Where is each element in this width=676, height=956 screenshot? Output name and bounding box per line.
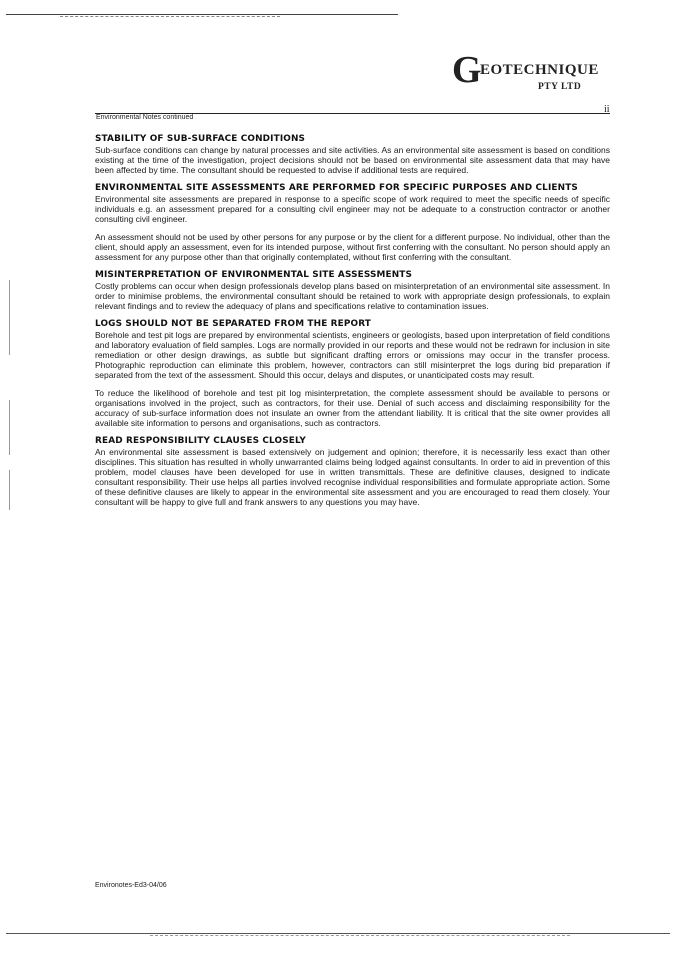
section-responsibility-clauses: [95, 436, 610, 507]
section-stability: [95, 134, 610, 175]
scan-edge-line: [60, 16, 280, 17]
margin-scan-mark: [9, 400, 10, 455]
margin-scan-mark: [9, 280, 10, 355]
section-heading: STABILITY OF SUB-SURFACE CONDITIONS: [95, 134, 306, 144]
section-heading: READ RESPONSIBILITY CLAUSES CLOSELY: [95, 436, 306, 446]
page-number: ii: [604, 104, 610, 115]
section-specific-purposes: [95, 183, 610, 262]
section-paragraph: An assessment should not be used by other persons for any purpose or by the client for a different purpose. No individual, other than the client, should apply an assessment, even for its intended purpose, without first conferring with the consultant. No person should apply an assessment for any purpose other than that originally contemplated, without first conferring with the consultant.: [95, 232, 610, 262]
section-logs: [95, 319, 610, 428]
logo-subtitle: PTY LTD: [538, 82, 582, 92]
section-heading: ENVIRONMENTAL SITE ASSESSMENTS ARE PERFORMED FOR SPECIFIC PURPOSES AND CLIENTS: [95, 183, 578, 193]
section-heading: MISINTERPRETATION OF ENVIRONMENTAL SITE ASSESSMENTS: [95, 270, 413, 280]
section-misinterpretation: [95, 270, 610, 311]
logo-text: EOTECHNIQUE: [480, 62, 599, 78]
running-header: Environmental Notes continued: [96, 114, 194, 121]
section-paragraph: An environmental site assessment is based extensively on judgement and opinion; therefore, it is necessarily less exact than other disciplines. This situation has resulted in wholly unwarranted claims being lodged against consultants. In order to aid in prevention of this problem, model clauses have been developed for use in written transmittals. These are definitive clauses, designed to indicate consultant responsibility. Their use helps all parties involved recognise individual responsibilities and formulate appropriate action. Some of these definitive clauses are likely to appear in the environmental site assessment and you are encouraged to read them closely. Your consultant will be happy to give full and frank answers to any questions you may have.: [95, 447, 610, 507]
section-paragraph: Costly problems can occur when design professionals develop plans based on misinterpretation of an environmental site assessment. In order to minimise problems, the environmental consultant should be retained to work with appropriate design professionals, to explain relevant findings and to review the adequacy of plans and specifications relative to contamination issues.: [95, 281, 610, 311]
document-code: Environotes-Ed3-04/06: [95, 882, 167, 889]
scan-edge-line: [6, 14, 398, 15]
section-heading: LOGS SHOULD NOT BE SEPARATED FROM THE REPORT: [95, 319, 371, 329]
margin-scan-mark: [9, 470, 10, 510]
scan-edge-line: [6, 933, 670, 934]
scan-edge-line: [150, 935, 570, 936]
document-body: [95, 134, 610, 507]
section-paragraph: To reduce the likelihood of borehole and test pit log misinterpretation, the complete assessment should be available to persons or organisations involved in the project, such as contractors, for their use. Denial of such access and disclaiming responsibility for the accuracy of sub-surface information does not insulate an owner from the attendant liability. It is critical that the site owner provides all available site information to persons and organisations, such as contractors.: [95, 388, 610, 428]
section-paragraph: Sub-surface conditions can change by natural processes and site activities. As an environmental site assessment is based on conditions existing at the time of the investigation, project decisions should not be based on environmental site assessment data that may have been affected by time. The consultant should be requested to advise if additional tests are required.: [95, 145, 610, 175]
section-paragraph: Borehole and test pit logs are prepared by environmental scientists, engineers or geologists, based upon interpretation of field conditions and laboratory evaluation of field samples. Logs are normally provided in our reports and these would not be redrawn for inclusion in site remediation or other design drawings, as subtle but significant drafting errors or omissions may occur in the transfer process. Photographic reproduction can eliminate this problem, however, contractors can still misinterpret the logs during bid preparation if separated from the text of the assessment. Should this occur, delays and disputes, or unanticipated costs may result.: [95, 330, 610, 380]
logo-letter: G: [452, 49, 482, 91]
company-logo: [452, 49, 602, 100]
section-paragraph: Environmental site assessments are prepared in response to a specific scope of work required to meet the specific needs of specific individuals e.g. an assessment prepared for a consulting civil engineer may not be adequate to a construction contractor or another consulting civil engineer.: [95, 194, 610, 224]
